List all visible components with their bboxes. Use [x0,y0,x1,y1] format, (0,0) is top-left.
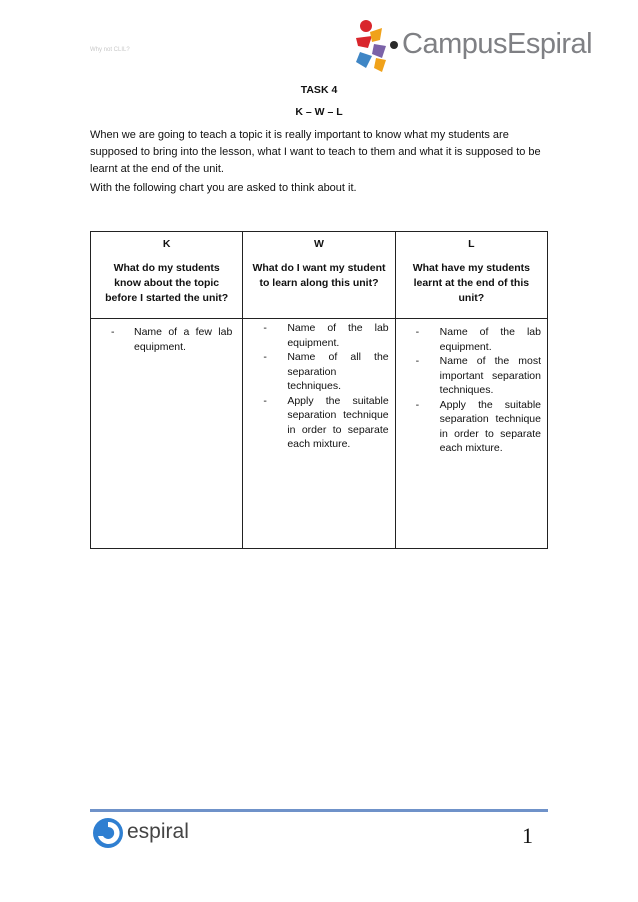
k-question: What do my students know about the topic before I started the unit? [105,262,229,304]
page-number: 1 [522,823,533,848]
w-letter: W [314,238,324,250]
list-item: - Name of the lab equipment. [402,325,541,354]
k-body-cell [91,319,243,549]
w-header-cell [243,232,395,319]
task-title: TASK 4 [300,84,338,96]
intro-paragraph: When we are going to teach a topic it is really important to know what my students are supposed to bring into the lesson, what I want to teach to them and what it is supposed to be learnt at the end of the unit. [90,129,541,175]
espiral-logo [91,816,201,852]
espiral-logo-text: espiral [127,820,189,843]
instruction-paragraph: With the following chart you are asked to think about it. [90,182,357,194]
list-item: - Name of the most important separation techniques. [402,354,541,398]
l-header-cell [395,232,547,319]
w-question: What do I want my student to learn along this unit? [252,262,386,289]
campus-espiral-logo-icon [352,18,400,74]
list-item: - Apply the suitable separation technique in order to separate each mixture. [402,398,541,456]
l-letter: L [468,238,475,250]
list-item: - Name of all the separation techniques. [249,350,388,394]
header-small-text: Why not CLIL? [90,47,130,53]
task-subtitle: K – W – L [295,106,343,118]
k-letter: K [162,238,171,250]
kwl-table [90,231,548,549]
k-header-cell [91,232,243,319]
list-item: - Apply the suitable separation technique in order to separate each mixture. [249,394,388,452]
list-item: - Name of the lab equipment. [249,321,388,350]
kwl-body-row [91,319,548,549]
list-item: - Name of a few lab equipment. [97,325,236,354]
l-question: What have my students learnt at the end of this unit? [412,262,530,304]
l-body-cell [395,319,547,549]
kwl-header-row [91,232,548,319]
campus-espiral-logo [352,18,602,78]
w-body-cell [243,319,395,549]
espiral-logo-icon [91,816,125,850]
campus-espiral-logo-text: CampusEspiral [402,28,593,60]
k-list [97,325,236,354]
footer-divider [90,809,548,812]
l-list [402,325,541,456]
w-list [249,321,388,452]
